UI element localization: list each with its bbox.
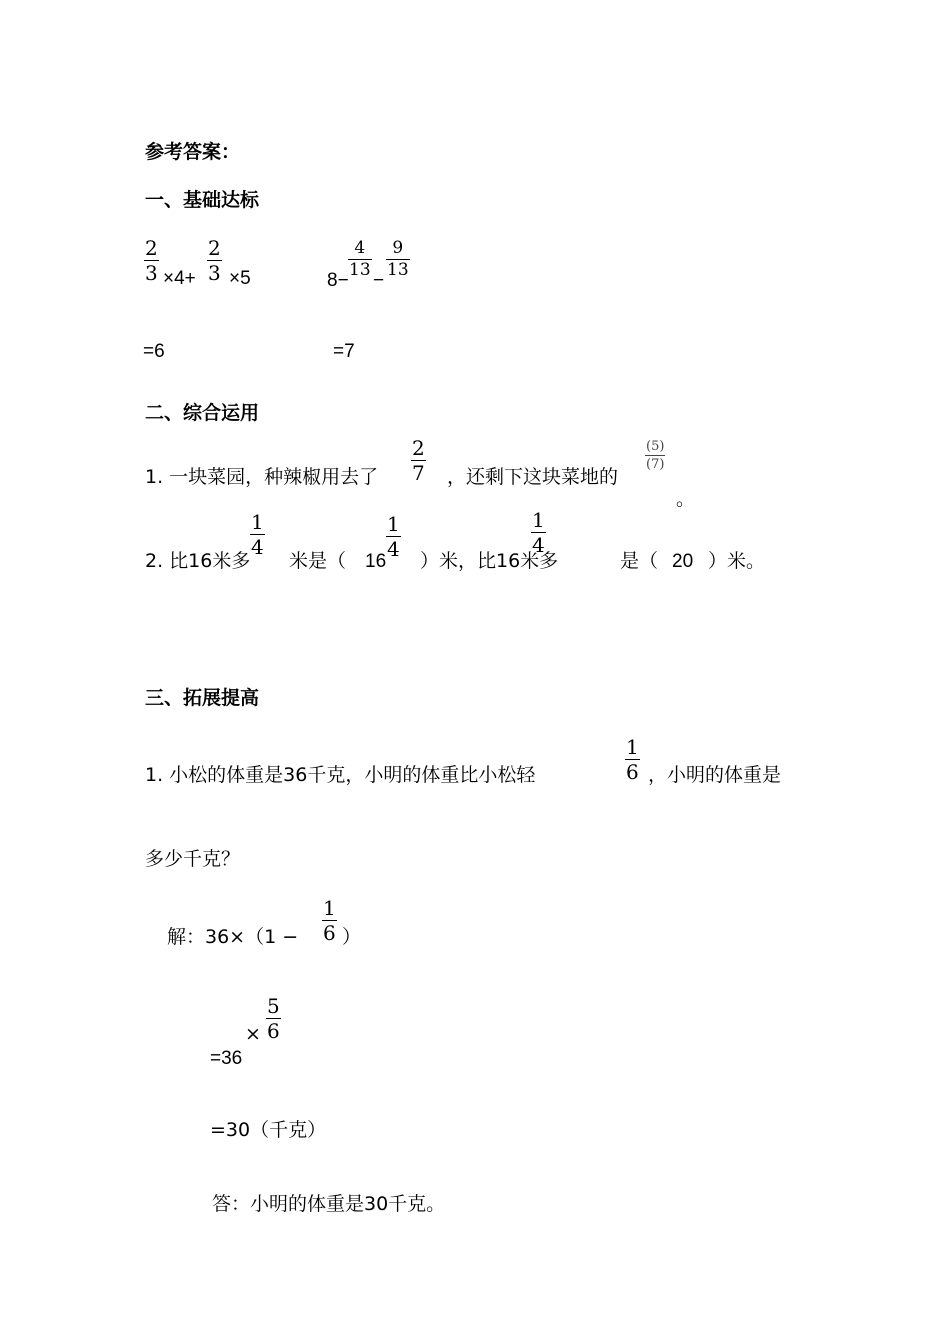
fraction-part: 1: [323, 896, 336, 920]
fraction-part: 6: [323, 921, 336, 945]
section-heading-basic: 一、基础达标: [145, 189, 260, 211]
question-text: ）米，比16米多: [420, 550, 559, 572]
answer-value: 16: [365, 551, 387, 572]
fraction-part: 2: [208, 236, 221, 260]
question-text: ，小明的体重是: [648, 764, 782, 786]
question-text: 1. 小松的体重是36千克，小明的体重比小松轻: [145, 764, 536, 786]
fraction-part: 1: [532, 508, 545, 532]
times-sign: ×: [245, 1023, 261, 1045]
fraction-part: 4: [387, 537, 400, 561]
question-text: 2. 比16米多: [145, 550, 251, 572]
fraction: [625, 737, 640, 782]
fraction-part: 5: [267, 994, 280, 1018]
fraction-part: 13: [387, 260, 409, 280]
solution-step: =30（千克）: [210, 1119, 327, 1141]
answer-key-title: 参考答案：: [145, 141, 241, 163]
fraction-part: 1: [251, 510, 264, 534]
final-answer: 答：小明的体重是30千克。: [212, 1193, 446, 1215]
fraction-bar: [645, 455, 665, 456]
expression-text: ×4+: [163, 268, 196, 289]
question-text: 多少千克？: [145, 848, 241, 870]
question-text: 是（: [620, 550, 659, 572]
fraction: [348, 240, 372, 279]
solution-text: ）: [342, 926, 362, 948]
fraction: [411, 438, 426, 483]
fraction-part: (7): [646, 457, 665, 472]
expression-text: −: [373, 270, 385, 291]
answer-fraction: [645, 440, 665, 471]
fraction-part: 3: [145, 261, 158, 285]
fraction-part: 7: [412, 461, 425, 485]
fraction-part: 1: [626, 735, 639, 759]
question-text: 1. 一块菜园，种辣椒用去了: [145, 466, 379, 488]
fraction-part: 9: [392, 238, 404, 258]
answer-value: 20: [672, 551, 694, 572]
fraction: [531, 510, 546, 555]
fraction-part: (5): [646, 439, 665, 454]
result-text: =6: [143, 341, 165, 362]
fraction-part: 4: [354, 238, 366, 258]
fraction: [386, 514, 401, 559]
question-text: ）米。: [708, 550, 766, 572]
expression-text: 8−: [327, 270, 349, 291]
question-text: 米是（: [289, 550, 347, 572]
fraction: [250, 512, 265, 557]
fraction: [386, 240, 410, 279]
result-text: =7: [333, 341, 355, 362]
question-text: ，还剩下这块菜地的: [447, 466, 619, 488]
period-mark: 。: [676, 488, 696, 510]
fraction: [322, 898, 337, 943]
fraction-part: 6: [626, 760, 639, 784]
fraction-part: 2: [412, 436, 425, 460]
fraction-part: 4: [532, 533, 545, 557]
section-heading-extension: 三、拓展提高: [145, 687, 260, 709]
fraction-part: 3: [208, 261, 221, 285]
solution-step: =36: [210, 1048, 243, 1069]
fraction: [207, 238, 222, 283]
fraction-part: 4: [251, 535, 264, 559]
fraction-part: 2: [145, 236, 158, 260]
fraction: [266, 996, 281, 1041]
fraction-part: 13: [349, 260, 371, 280]
fraction: [144, 238, 159, 283]
section-heading-application: 二、综合运用: [145, 402, 260, 424]
expression-text: ×5: [229, 268, 251, 289]
fraction-part: 1: [387, 512, 400, 536]
solution-text: 解：36×（1 −: [167, 926, 299, 948]
fraction-part: 6: [267, 1019, 280, 1043]
